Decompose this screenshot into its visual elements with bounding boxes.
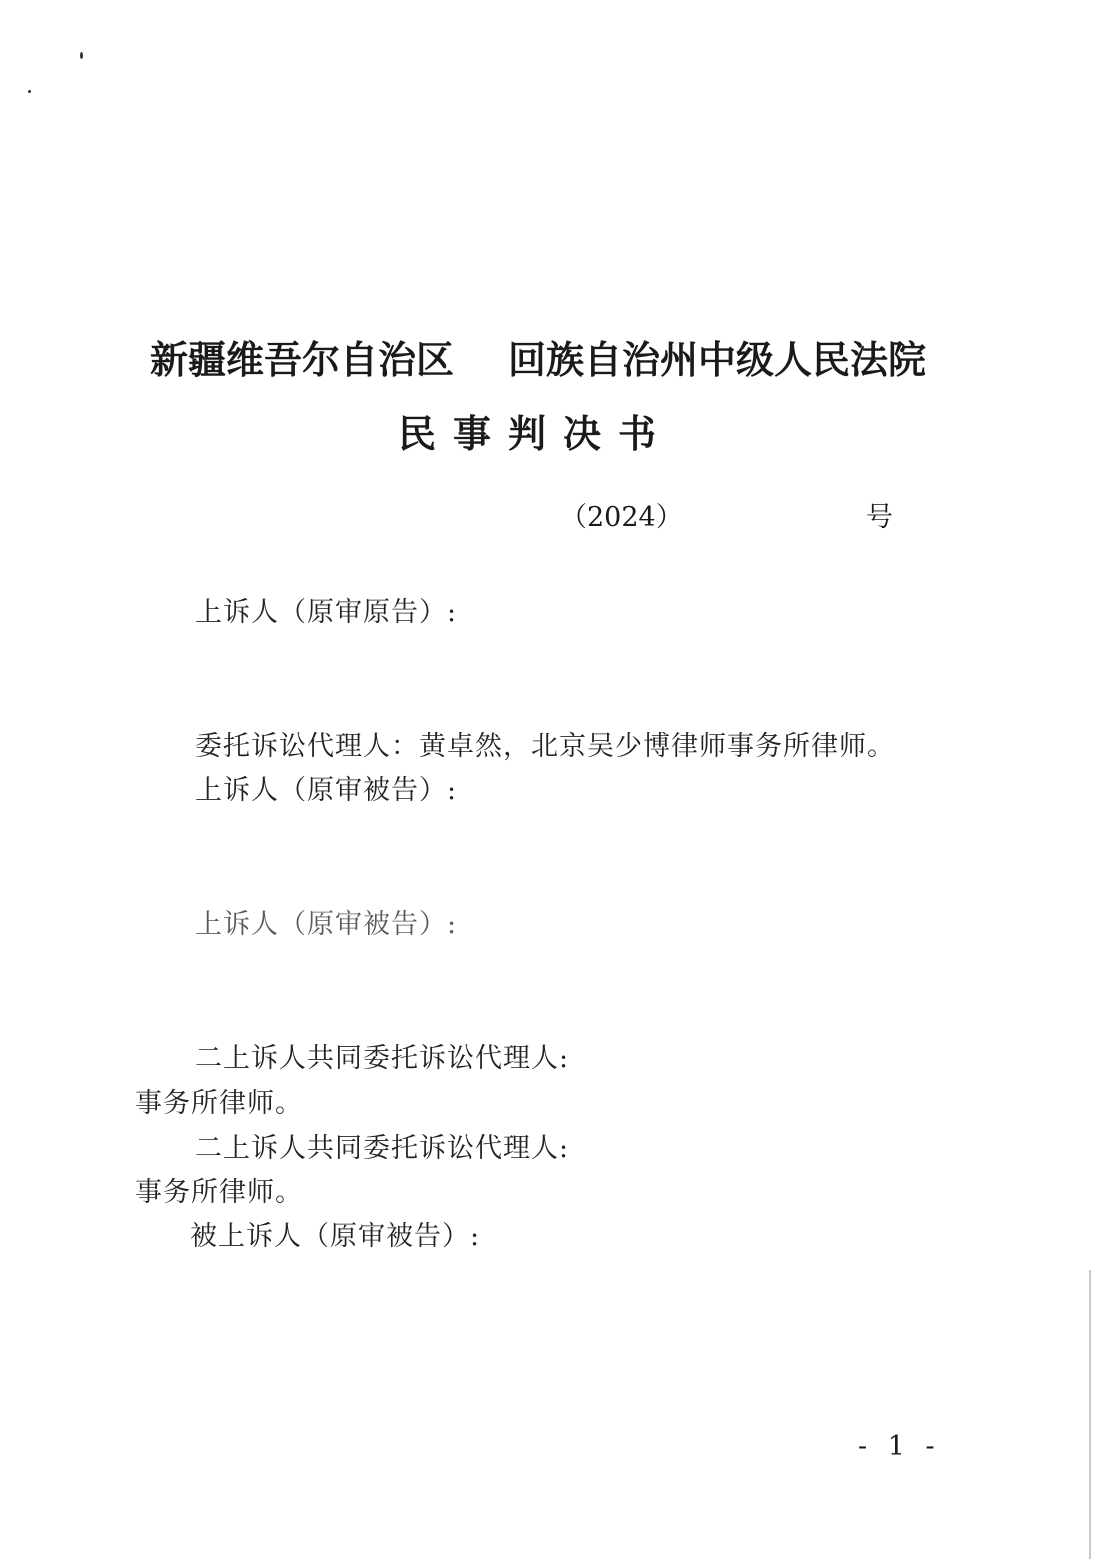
court-name-right: 回族自治州中级人民法院 bbox=[508, 337, 927, 382]
party-appellee-defendant: 被上诉人（原审被告）: bbox=[190, 1221, 481, 1252]
document-title: 民事判决书 bbox=[398, 411, 674, 456]
party-appellant-plaintiff: 上诉人（原审原告）: bbox=[195, 597, 458, 628]
case-number-suffix: 号 bbox=[866, 502, 893, 533]
party-appellant-defendant-2: 上诉人（原审被告）: bbox=[195, 909, 458, 940]
party-joint-agent-1: 二上诉人共同委托诉讼代理人: bbox=[195, 1043, 570, 1074]
page-number: - 1 - bbox=[858, 1431, 941, 1462]
party-agent: 委托诉讼代理人：黄卓然，北京吴少博律师事务所律师。 bbox=[195, 731, 895, 762]
party-joint-agent-1-firm: 事务所律师。 bbox=[135, 1088, 303, 1119]
scan-edge-line bbox=[1089, 1270, 1091, 1559]
scan-speck bbox=[80, 52, 83, 59]
court-name-left: 新疆维吾尔自治区 bbox=[150, 337, 455, 382]
party-appellant-defendant-1: 上诉人（原审被告）: bbox=[195, 775, 458, 806]
party-joint-agent-2: 二上诉人共同委托诉讼代理人: bbox=[195, 1133, 570, 1164]
scan-speck bbox=[28, 90, 31, 93]
case-number-year: （2024） bbox=[560, 502, 683, 533]
party-joint-agent-2-firm: 事务所律师。 bbox=[135, 1177, 303, 1208]
